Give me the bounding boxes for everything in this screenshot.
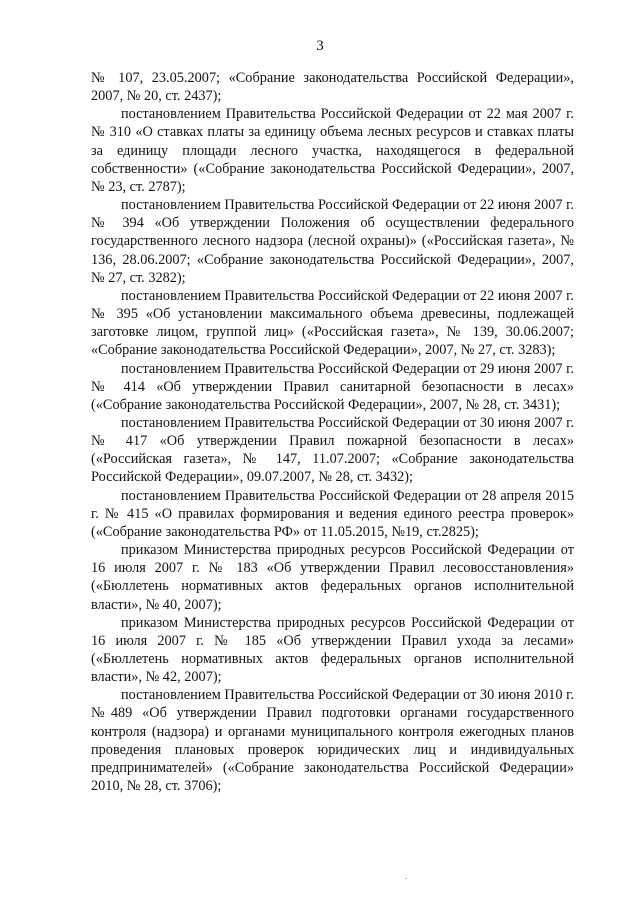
reference-entry: постановлением Правительства Российской Федерации от 22 мая 2007 г. № 310 «О ставках платы за единицу объема лесных ресурсов и ставках платы за единицу площади лесного участка, находящегося в федеральной собственности» («Собрание законодательства Российской Федерации», 2007, № 23, ст. 2787); <box>91 106 574 195</box>
legal-references-list <box>91 69 574 795</box>
reference-entry: постановлением Правительства Российской Федерации от 22 июня 2007 г. № 395 «Об установлении максимального объема древесины, подлежащей заготовке лицом, группой лиц» («Российская газета», № 139, 30.06.2007; «Собрание законодательства Российской Федерации», 2007, № 27, ст. 3283); <box>91 287 574 359</box>
reference-entry: постановлением Правительства Российской Федерации от 30 июня 2007 г. № 417 «Об утверждении Правил пожарной безопасности в лесах» («Российская газета», № 147, 11.07.2007; «Собрание законодательства Российской Федерации», 09.07.2007, № 28, ст. 3432); <box>91 414 574 486</box>
reference-entry: постановлением Правительства Российской Федерации от 22 июня 2007 г. № 394 «Об утверждении Положения об осуществлении федерального государственного лесного надзора (лесной охраны)» («Российская газета», № 136, 28.06.2007; «Собрание законодательства Российской Федерации», 2007, № 27, ст. 3282); <box>91 197 574 286</box>
scan-speck <box>405 878 407 879</box>
reference-entry: приказом Министерства природных ресурсов Российской Федерации от 16 июля 2007 г. № 185 «Об утверждении Правил ухода за лесами» («Бюллетень нормативных актов федеральных органов исполнительной власти», № 42, 2007); <box>91 614 574 686</box>
reference-entry: постановлением Правительства Российской Федерации от 30 июня 2010 г. №489 «Об утверждении Правил подготовки органами государственного контроля (надзора) и органами муниципального контроля ежегодных планов проведения плановых проверок юридических лиц и индивидуальных предпринимателей» («Собрание законодательства Российской Федерации» 2010, № 28, ст. 3706); <box>91 687 574 795</box>
reference-entry: постановлением Правительства Российской Федерации от 28 апреля 2015 г. № 415 «О правилах формирования и ведения единого реестра проверок» («Собрание законодательства РФ» от 11.05.2015, №19, ст.2825); <box>91 487 574 540</box>
page-number: 3 <box>316 38 324 54</box>
reference-entry: № 107, 23.05.2007; «Собрание законодательства Российской Федерации», 2007, № 20, ст. 2437); <box>91 70 574 105</box>
reference-entry: приказом Министерства природных ресурсов Российской Федерации от 16 июля 2007 г. № 183 «Об утверждении Правил лесовосстановления» («Бюллетень нормативных актов федеральных органов исполнительной власти», № 40, 2007); <box>91 542 574 613</box>
reference-entry: постановлением Правительства Российской Федерации от 29 июня 2007 г. № 414 «Об утверждении Правил санитарной безопасности в лесах» («Собрание законодательства Российской Федерации», 2007, № 28, ст. 3431); <box>91 360 574 413</box>
